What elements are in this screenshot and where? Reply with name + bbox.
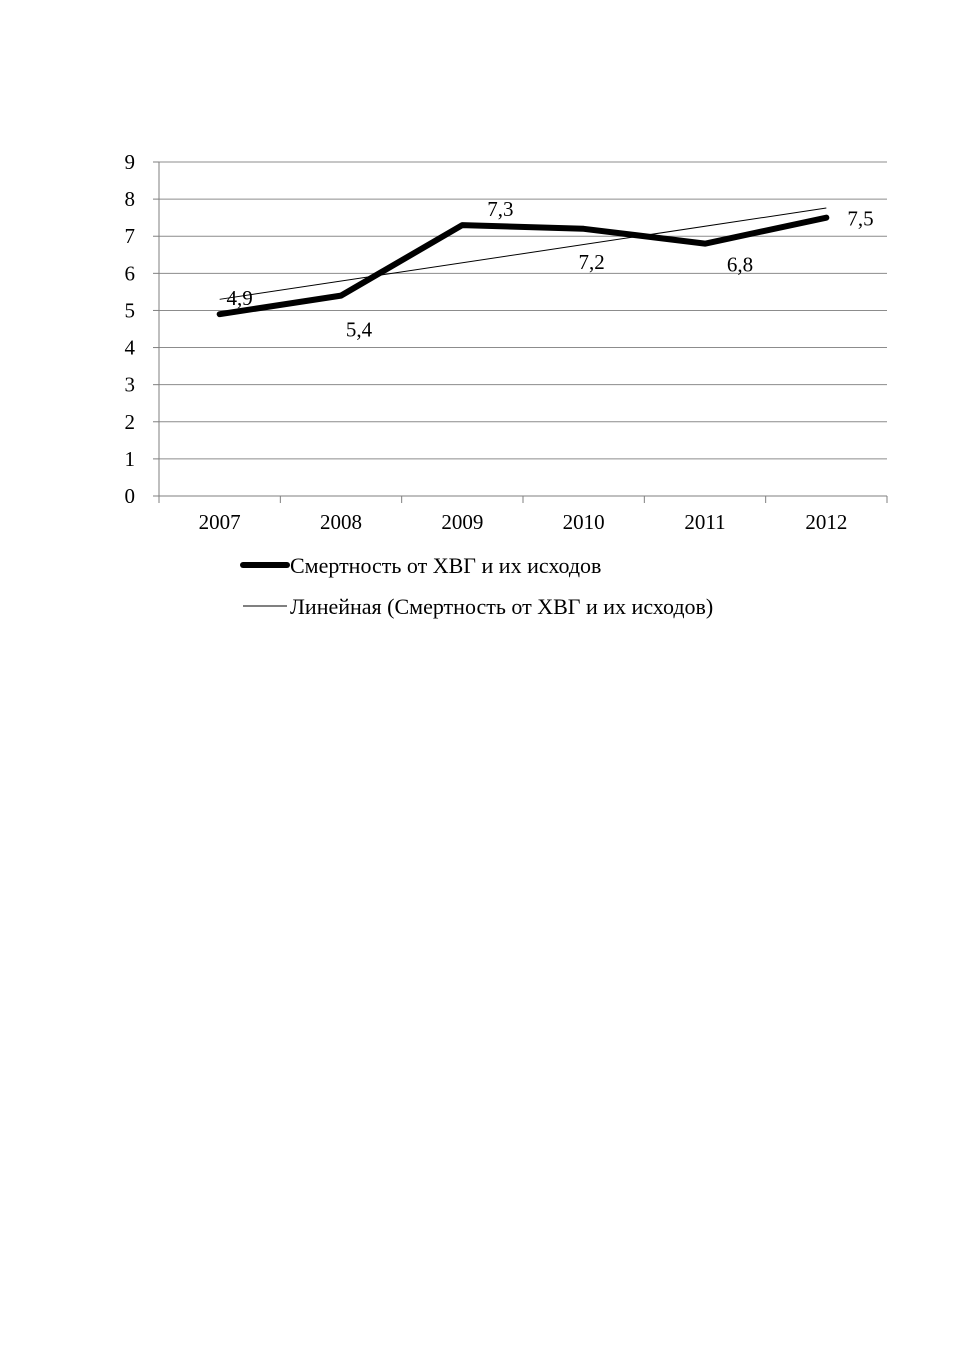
- y-tick-label: 8: [124, 187, 135, 212]
- data-point: [341, 295, 342, 296]
- data-point: [462, 225, 463, 226]
- y-tick-label: 6: [124, 261, 135, 286]
- y-tick-label: 1: [124, 446, 135, 471]
- data-point: [583, 228, 584, 229]
- data-label: 7,5: [847, 206, 874, 231]
- y-tick-label: 9: [124, 150, 135, 174]
- x-tick-label: 2008: [320, 510, 362, 534]
- data-label: 7,2: [578, 249, 605, 274]
- data-label: 7,3: [487, 197, 514, 222]
- data-point: [219, 314, 220, 315]
- legend-label-mortality: Смертность от ХВГ и их исходов: [290, 553, 602, 578]
- y-tick-label: 3: [124, 372, 135, 397]
- axes: [153, 162, 887, 503]
- y-tick-label: 0: [124, 484, 135, 508]
- y-tick-labels: [125, 150, 136, 508]
- x-tick-label: 2012: [805, 510, 848, 534]
- data-point: [826, 217, 827, 218]
- x-tick-labels: [199, 510, 848, 534]
- gridlines: [159, 162, 887, 459]
- y-tick-label: 7: [124, 224, 135, 249]
- data-point: [705, 243, 706, 244]
- data-label: 6,8: [726, 252, 754, 277]
- x-tick-label: 2009: [441, 510, 484, 534]
- data-labels: [227, 197, 874, 342]
- legend: [243, 553, 713, 619]
- x-tick-label: 2010: [562, 510, 605, 534]
- y-tick-label: 2: [124, 409, 135, 434]
- data-label: 4,9: [226, 286, 253, 311]
- x-tick-label: 2011: [684, 510, 726, 534]
- x-tick-label: 2007: [198, 510, 241, 534]
- legend-label-trendline: Линейная (Смертность от ХВГ и их исходов): [290, 594, 714, 619]
- y-tick-label: 5: [124, 298, 135, 323]
- data-label: 5,4: [345, 317, 373, 342]
- y-tick-label: 4: [124, 335, 135, 360]
